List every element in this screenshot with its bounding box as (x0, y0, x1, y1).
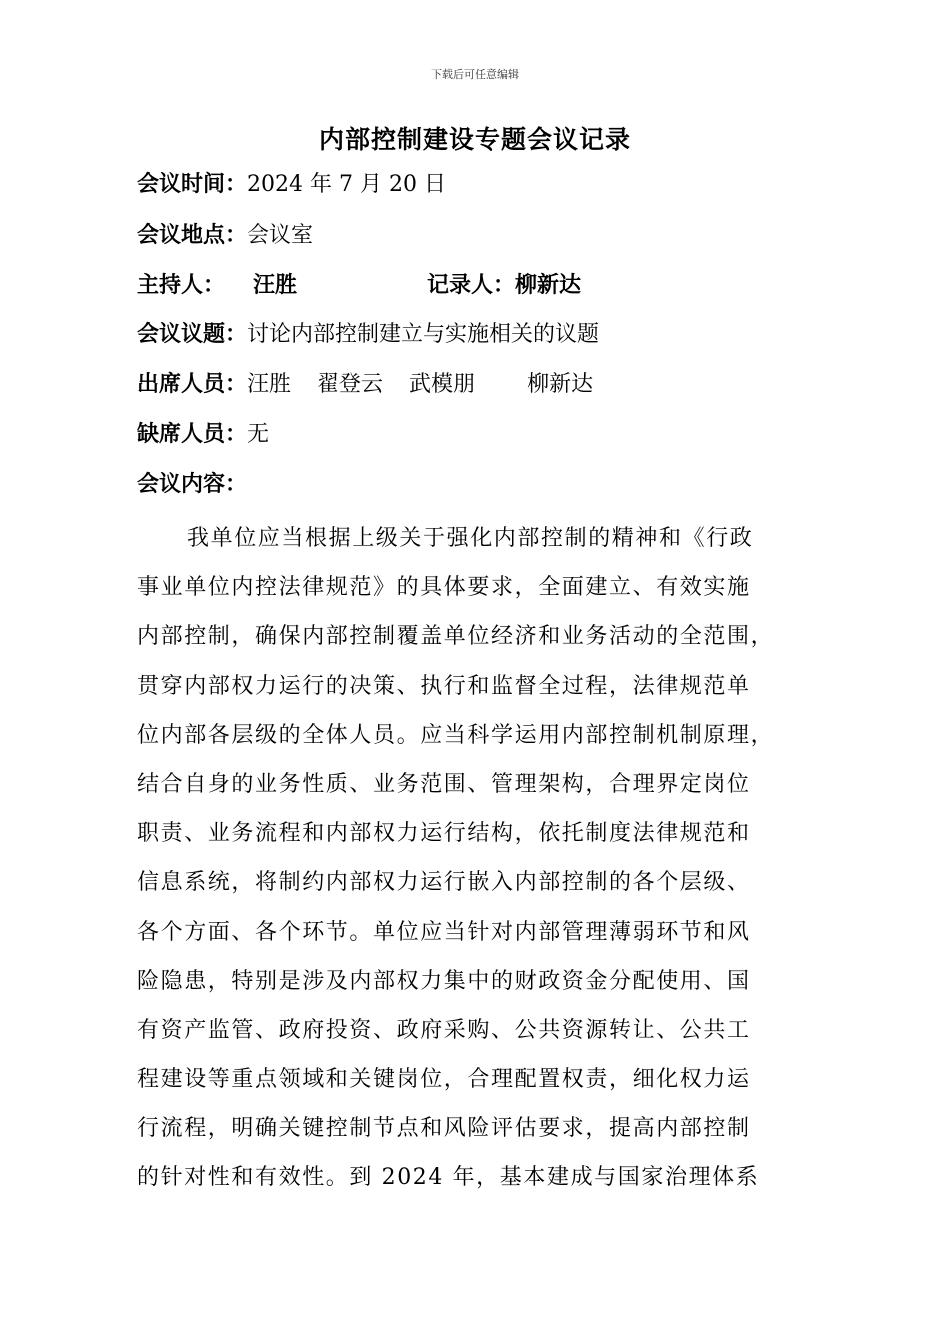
header-note: 下载后可任意编辑 (431, 68, 519, 81)
meeting-time-value: 2024 年 7 月 20 日 (247, 172, 446, 197)
attendees-label: 出席人员： (137, 372, 248, 397)
content-line: 各个方面、各个环节。单位应当针对内部管理薄弱环节和风 (137, 919, 751, 945)
content-line: 行流程，明确关键控制节点和风险评估要求，提高内部控制 (137, 1116, 751, 1142)
meeting-place-label: 会议地点： (137, 223, 248, 248)
absentees-value: 无 (247, 422, 270, 447)
recorder-value: 柳新达 (515, 273, 582, 298)
host-label: 主持人： (137, 273, 226, 298)
absentees-label: 缺席人员： (137, 422, 248, 447)
topic-value: 讨论内部控制建立与实施相关的议题 (247, 322, 600, 347)
document-title: 内部控制建设专题会议记录 (318, 125, 631, 154)
content-line: 信息系统，将制约内部权力运行嵌入内部控制的各个层级、 (137, 870, 751, 896)
content-label: 会议内容： (137, 472, 248, 497)
content-line: 程建设等重点领域和关键岗位，合理配置权责，细化权力运 (137, 1067, 751, 1093)
meeting-place-row (137, 219, 313, 253)
recorder-label: 记录人： (427, 273, 516, 298)
content-heading-row (137, 468, 247, 502)
content-line: 结合自身的业务性质、业务范围、管理架构，合理界定岗位 (137, 771, 751, 797)
meeting-time-label: 会议时间： (137, 172, 248, 197)
attendee-name: 柳新达 (527, 372, 594, 397)
attendee-name: 翟登云 (317, 372, 384, 397)
content-line: 贯穿内部权力运行的决策、执行和监督全过程，法律规范单 (137, 673, 751, 699)
host-recorder-row (137, 269, 581, 303)
meeting-place-value: 会议室 (247, 223, 314, 248)
content-line: 职责、业务流程和内部权力运行结构，依托制度法律规范和 (137, 821, 751, 847)
attendee-name: 武模朋 (409, 372, 476, 397)
content-line: 我单位应当根据上级关于强化内部控制的精神和《行政 (187, 526, 754, 551)
content-line: 内部控制，确保内部控制覆盖单位经济和业务活动的全范围， (137, 624, 775, 650)
content-line: 事业单位内控法律规范》的具体要求，全面建立、有效实施 (137, 575, 751, 601)
attendee-name: 汪胜 (247, 372, 292, 397)
topic-label: 会议议题： (137, 322, 248, 347)
content-line: 位内部各层级的全体人员。应当科学运用内部控制机制原理， (137, 722, 775, 748)
content-line: 有资产监管、政府投资、政府采购、公共资源转让、公共工 (137, 1017, 751, 1043)
meeting-content-body (137, 514, 827, 1203)
content-line: 的针对性和有效性。到 2024 年，基本建成与国家治理体系 (137, 1165, 760, 1191)
topic-row (137, 318, 599, 352)
absentees-row (137, 418, 269, 452)
content-line: 险隐患，特别是涉及内部权力集中的财政资金分配使用、国 (137, 968, 751, 994)
meeting-time-row (137, 168, 446, 202)
host-value: 汪胜 (253, 273, 298, 298)
attendees-row (137, 368, 593, 402)
